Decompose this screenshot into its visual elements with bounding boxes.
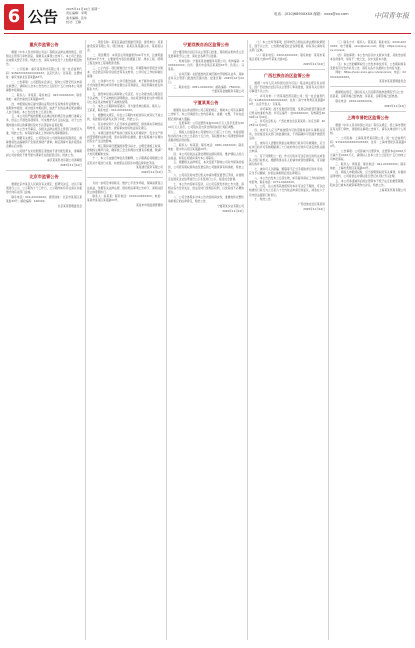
notice-paragraph: 六、本次公示期间如有疑问，可与建设单位联系，联系人：王某某，联系电话：010-XXXXXXXX。: [87, 104, 163, 113]
column-4: [249, 40, 325, 642]
notice-paragraph: 四、本公司将依法妥善处理相关债权债务，维护债权人的合法权益，如有任何疑问请与本公司联系。: [168, 151, 244, 160]
notice-paragraph: （八）联系电话：XXXX-XXXXXXX；联系地址：某某市某某区某某大道XX号某某大厦X层。: [249, 52, 325, 61]
notice-paragraph: 一、许可对象：广西某某医药有限公司；统一社会信用代码：9145XXXXXXXXXXXXXX；住所：南宁市青秀区某某路XX号；法定代表人：韦某某。: [249, 93, 325, 106]
notice-paragraph: 联系电话：010-XXXXXXXX；通讯地址：北京市某某区某某街XX号；邮政编码：100XXX。: [6, 194, 82, 203]
notice-paragraph: 十、特此公告。: [254, 197, 274, 202]
meta-line: 责任编辑：李明: [66, 11, 88, 16]
notice-paragraph: 四、申报债权时应提交债权证明文件及有效身份证明材料，逾期未申报的，视为放弃申报权利，由此产生的法律后果由债权人自行承担。本公告自发布之日起生效。: [6, 101, 82, 114]
column-divider: [85, 40, 86, 640]
notice-signature: 宁夏某某实业有限公司: [217, 203, 244, 208]
page-number: 6: [4, 4, 24, 30]
notice-paragraph: 根据相关规定，现将有关人员任职资格核准情况予以公告：张某某，任职资格已经核准；李某某，任职资格已经核准。: [330, 90, 406, 99]
notice-paragraph: 一、机构名称：宁夏某某金融服务有限公司；机构编码：XXXXXXXXXX；住所：银川市金凤区某某街XX号；负责人：马某某。: [168, 58, 244, 71]
notice-title: 北京市监管公告: [29, 173, 59, 179]
notice-paragraph: 六、公司将及时向登记机关申请办理变更登记手续，并按规定在国家企业信用信息公示系统进行公示，接受社会监督。: [168, 173, 244, 182]
notice-paragraph: 六、本公告未尽事宜，以相关法律法规及主管部门的规定为准，特此公告。如有疑问请在工作时间与清算组联系。: [6, 127, 82, 136]
notice-paragraph: 七、根据相关规定，对在公示期内未收到异议或异议不成立的，将按程序报请有关部门审批，特此公示。: [87, 113, 163, 122]
notice-signature: 2025年11月10日: [303, 61, 325, 66]
notice-paragraph: 七、根据有关规定，公司股东对公司债务承担有限责任，清算组将依法编制资产负债表和财产清单，制定清算方案并报股东会确认后实施。: [6, 136, 82, 149]
notice-signature: 某某市某某管理委员会: [379, 79, 406, 84]
notice-paragraph: 五、本公司承诺减资后的注册资本不低于法定的最低限额，股东会已就本次减资事项作出决议，特此公告。: [330, 179, 406, 188]
notice-signature: 2025年11月10日: [384, 103, 406, 108]
notice-signature: 2025年11月10日: [60, 162, 82, 167]
notice-paragraph: 二、业务范围：在经批准的区域范围内开展相关业务，具体业务以主管部门批准的范围为准；批准日期：2025年10月XX日。: [168, 71, 244, 84]
notice-paragraph: 二、债权人自接到本公司通知书之日起三十日内，未接到通知书的自本公告之日起四十五日内，有权要求本公司清偿债务或者提供相应的担保。: [168, 129, 244, 143]
notice-paragraph: 二、许可事项：准予变更经营范围，变更后的经营范围以登记机关核准的为准；许可证编号：桂XXXXXXXX；有效期至2030年11月09日。: [249, 106, 325, 119]
notice-paragraph: 二、公告事项：公司拟减少注册资本，注册资本由XXXX万元减少至XXXX万元，请债权人自本公告之日起四十五日内向公司申报债权。: [330, 148, 406, 161]
notice-signature: 北京某某管理委员会: [57, 203, 82, 208]
notice-signature: 某某建设投资有限公司: [136, 165, 163, 170]
notice-paragraph: 四、公众参与方式：公众可通过信函、电子邮件或者电话等方式向建设单位或评价单位提出意见和建议，请注明真实姓名和联系方式。: [87, 78, 163, 91]
notice-paragraph: （七）本公告所列事项，经审核符合相关法律法规和政策规定，现予以公告，公告期内接受社会各界监督，如有异议请向有关部门反映。: [249, 40, 325, 53]
contact-line: 电话：(010)6890XXXX 邮箱：xxxx@xx.com: [274, 12, 349, 16]
notice-signature: 2025年11月10日: [141, 170, 163, 175]
notice-paragraph: 一、公司名称：上海某某贸易有限公司；统一社会信用代码：9131XXXXXXXXXXXXXX；住所：上海市普陀区某某路XX号。: [330, 135, 406, 148]
notice-paragraph: 九、公民、法人或者其他组织对本许可决定不服的，可以自知道该行政行为之日起六十日内依法申请行政复议，或者在六个月内依法提起行政诉讼。: [249, 184, 325, 197]
notice-paragraph: 八、有关单位和个人应当如实反映情况，提供真实有效的证明材料，对恶意诬告、捏造事实的将依法追究责任。: [87, 121, 163, 131]
notice-paragraph: 根据《中华人民共和国行政许可法》等法律法规及有关规定，经广西壮族自治区有关主管部门审查批准，现将有关行政许可事项予以公告。: [249, 80, 325, 93]
notice-title: 广西壮族自治区监管公告: [263, 72, 311, 78]
notice-paragraph: 三、联系人：周某某；联系电话：021-XXXXXXXX；联系地址：上海市普陀区某某路XX号。: [330, 161, 406, 170]
notice-separator: [330, 86, 406, 87]
notice-signature: 重庆某某科技有限公司清算组: [47, 157, 82, 162]
meta-line: 2025年11月10日 星期一: [66, 7, 101, 11]
notice-separator: [168, 96, 244, 97]
notice-paragraph: 根据《中华人民共和国公司法》等相关法律法规的规定，经相关主管部门审核同意，现就有关事项公告如下。本公司已依法完成相关登记手续，特此公告，请有关单位及个人知悉并相互转告。: [6, 50, 82, 67]
notice-paragraph: 三、联系电话：0951-XXXXXXX；邮政编码：750XXX。: [173, 84, 243, 89]
notice-paragraph: 一、变更事项：公司注册资本由XXXX万元人民币变更为XXXX万元人民币，公司股东及出资比例同步进行相应调整。: [168, 121, 244, 130]
notice-paragraph: 四、债权人申报债权时，应当说明债权的有关事项，并提供证明材料，公司将依法对债权进行登记并及时予以处理。: [330, 170, 406, 179]
notice-separator: [330, 111, 406, 112]
notice-paragraph: 一、项目名称：某某区基础设施建设项目；建设单位：某某建设投资有限公司；项目地址：某某区某某路以东、某某街以北。: [87, 40, 163, 53]
notice-paragraph: 七、本公告内容如有变动，以公司后续发布的公告为准，请相关各方密切关注，依法及时行使相应权利，以免造成不必要的损失。: [168, 182, 244, 195]
notice-paragraph: 十一、本公示由建设单位负责解释，公示期满后将根据公众意见对方案进行完善，并按照法定程序办理后续审批手续。: [87, 156, 163, 165]
notice-separator: [249, 69, 325, 70]
notice-paragraph: 根据北京市某区人民政府有关规定，经研究决定，对以下事项进行公示，公示期为十个工作日，公示期内如有异议请以书面形式向有关部门反映。: [6, 181, 82, 195]
column-3: [168, 40, 244, 642]
notice-paragraph: 五、根据相关法律规定，本次变更不影响公司对外债务的承担，公司原有债权债务由变更后的公司继续享有和承担，特此公告。: [168, 160, 244, 173]
meta-line: 校对：王静: [66, 20, 82, 25]
notice-paragraph: 六、有下列情形之一的，作出行政许可决定的行政机关或者其上级行政机关，根据利害关系人的请求或者依据职权，可以撤销行政许可。: [249, 153, 325, 167]
notice-paragraph: 为进一步规范市场秩序，维护公平竞争环境，保障消费者合法权益，依据有关法律法规，现将相关事项公告如下，请相关经营主体遵照执行。: [87, 181, 163, 194]
notice-paragraph: 联系人：赵某某；联系电话：XXXX-XXXXXXXX；地址：某某市某某区某某路XX号。: [87, 194, 163, 203]
notice-paragraph: 八、本公告自发布之日起生效，如有疑问请在工作时间内致电咨询，联系电话：0771-XXXXXXX。: [249, 175, 325, 184]
notice-paragraph: 九、本项目建设将严格执行国家有关环境保护、安全生产和质量管理的法律法规，落实各项防治措施，最大程度减少对周边居民生产生活的影响。: [87, 130, 163, 143]
notice-title: 重庆市监管公告: [29, 42, 59, 47]
notice-signature: 宁夏某某金融服务有限公司: [211, 89, 244, 94]
notice-title: 上海市普陀区监管公告: [347, 114, 389, 120]
notice-paragraph: 经宁夏回族自治区有关主管部门批准，现将相关机构设立及变更事项予以公告，请社会各界予以监督。: [168, 50, 244, 59]
notice-paragraph: 五、建设单位将认真听取公众意见，对公众提出的合理意见予以采纳，不予采纳的将说明理由，并在报送审批的文件中附具对公众意见采纳或者不采纳的说明。: [87, 91, 163, 104]
header-rule: [4, 33, 411, 34]
notice-paragraph: 三、许可决定机关：广西壮族自治区某某局；决定日期：2025年11月XX日。: [249, 119, 325, 128]
column-2: [87, 40, 163, 642]
notice-separator: [87, 177, 163, 178]
notice-paragraph: 八、公司财产在未依照规定清偿前不得分配给股东，清算期间公司存续但不得开展与清算无关的经营活动，特此公告。: [6, 148, 82, 157]
notice-paragraph: 二、项目概况：本项目总用地面积约XX平方米，总建筑面积约XX平方米，主要建设内容包括道路工程、排水工程、照明工程及绿化工程等配套设施。: [87, 52, 163, 66]
edition-meta: [66, 7, 100, 25]
notice-paragraph: 二、公告事项：公司经股东会决议，拟向公司登记机关申请注销登记，请债权人自本公告发布之日起四十五日内向本公司清算组申报债权。: [6, 79, 82, 93]
notice-paragraph: 七、被许可人以欺骗、贿赂等不正当手段取得行政许可的，应当予以撤销，并依法承担相应的法律责任。: [249, 166, 325, 175]
notice-paragraph: 八、公司全体股东对本公告内容的真实性、准确性和完整性承担相应的法律责任，特此公告。: [168, 194, 244, 204]
newspaper-brand: 中国青年报: [374, 12, 409, 20]
column-divider: [166, 40, 167, 640]
notice-signature: 广西壮族自治区某某局: [298, 201, 325, 206]
notice-paragraph: 联系电话：XXXX-XXXXXXXX。: [335, 99, 375, 104]
notice-paragraph: 四、被许可人应当严格按照许可的范围和条件从事相关活动，自觉接受有关部门的监督检查，不得超越许可范围开展经营活动。: [249, 128, 325, 141]
notice-paragraph: 三、联系人：杨某某；联系电话：0951-XXXXXXX；联系地址：银川市兴庆区某某路XX号。: [168, 142, 244, 151]
masthead: [4, 4, 411, 34]
notice-title: 宁夏回族自治区监管公告: [182, 42, 230, 47]
column-divider: [247, 40, 248, 640]
notice-signature: 上海某某贸易有限公司: [379, 187, 406, 192]
notice-title: 宁夏某某公告: [193, 100, 219, 106]
notice-paragraph: 三、公示内容：项目规划设计方案、环境影响评价报告书简本、社会稳定风险评估报告等有关材料，公众可在工作时间前往查阅。: [87, 65, 163, 78]
notice-paragraph: 十、施工期间将设置围挡和警示标志，合理安排施工时间，控制扬尘噪声污染，确保施工安全和周边交通有序畅通，敬请广大市民理解和支持。: [87, 143, 163, 156]
notice-paragraph: 根据有关法律法规和公司章程的规定，现就本公司有关事项公告如下，本公司承诺所公告内容真实、准确、完整，不存在虚假记载和重大遗漏。: [168, 108, 244, 121]
notice-paragraph: 三、联系人：李某某；联系电话：023-XXXXXXXX；联系地址：重庆市渝北区某某路XX号。: [6, 92, 82, 101]
notice-paragraph: 网址：https://xxxx.xxxx.gov.cn/xxxx/xxxx；电话：XXXX-XXXXXXXX。: [330, 70, 406, 79]
column-divider: [328, 40, 329, 640]
notice-paragraph: （四）其他事项：本公告内容以中文版本为准，其他语言版本仅供参考，如有不一致之处，以中文版本为准。: [330, 52, 406, 61]
notice-paragraph: 一、公司名称：重庆某某科技有限公司；统一社会信用代码：9150XXXXXXXXXXXXXX；法定代表人：张某某；注册地址：重庆市渝北区某某路XX号。: [6, 66, 82, 80]
notice-paragraph: 根据《中华人民共和国公司法》等有关规定，经上海市普陀区有关部门审核，现将相关事项公告如下，请有关单位和个人周知。: [330, 122, 406, 136]
notice-paragraph: 五、被许可人需要延续依法取得的行政许可有效期的，应当在该行政许可有效期届满三十日前向作出行政许可决定的机关提出申请。: [249, 141, 325, 154]
column-5: [330, 40, 406, 642]
notice-signature: 2025年11月10日: [303, 207, 325, 211]
notice-signature: 某某市市场监督管理局: [136, 203, 163, 208]
notice-signature: 2025年11月10日: [222, 208, 244, 213]
notice-paragraph: （三）联系方式：联系人：陈某某；联系电话：XXXX-XXXXXXX；电子邮箱：xxxx@xxxx.com；网址：https://xxxx.gov.cn/xxxx。: [330, 40, 406, 53]
section-name: 公告: [28, 8, 59, 26]
meta-line: 美术编辑：张华: [66, 15, 88, 20]
column-1: [6, 40, 82, 642]
notice-paragraph: （五）本公告的解释权归公告发布单位所有，公告期间如有变更将另行发布补充公告，请有关各方以最新公告内容为准。: [330, 61, 406, 70]
notice-paragraph: 五、本公司将严格按照相关法律法规的规定依法履行清算义务，依法公平清偿各项债务，切实维护各方合法权益，对于公告期内提出异议的事项将及时予以答复并妥善处理。: [6, 114, 82, 127]
notice-separator: [6, 170, 82, 171]
